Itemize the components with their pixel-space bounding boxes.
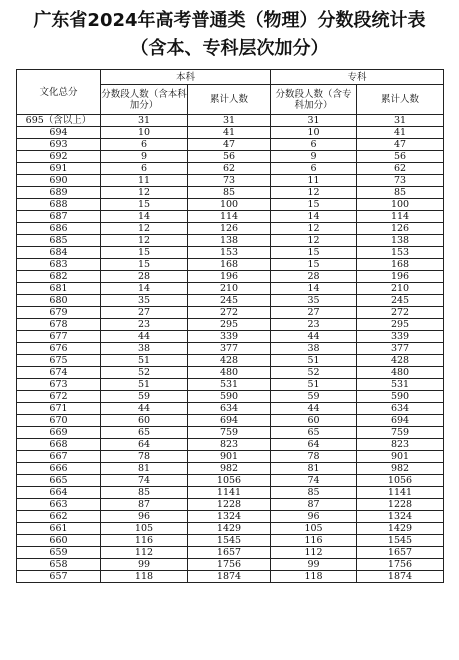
cell-score: 675 [17, 355, 101, 367]
cell-score: 671 [17, 403, 101, 415]
cell-undergrad-cumulative: 428 [188, 355, 271, 367]
table-row [17, 451, 444, 463]
cell-undergrad-count: 15 [101, 259, 188, 271]
cell-undergrad-cumulative: 1228 [188, 499, 271, 511]
cell-undergrad-count: 11 [101, 175, 188, 187]
cell-undergrad-cumulative: 138 [188, 235, 271, 247]
cell-undergrad-count: 14 [101, 211, 188, 223]
cell-jc-cumulative: 531 [357, 379, 444, 391]
table-row [17, 379, 444, 391]
cell-jc-cumulative: 590 [357, 391, 444, 403]
table-row [17, 463, 444, 475]
cell-score: 665 [17, 475, 101, 487]
cell-jc-cumulative: 1874 [357, 571, 444, 583]
cell-jc-cumulative: 823 [357, 439, 444, 451]
cell-jc-count: 112 [271, 547, 357, 559]
table-row [17, 223, 444, 235]
cell-jc-cumulative: 759 [357, 427, 444, 439]
table-row [17, 139, 444, 151]
cell-undergrad-cumulative: 901 [188, 451, 271, 463]
cell-undergrad-count: 59 [101, 391, 188, 403]
cell-jc-cumulative: 41 [357, 127, 444, 139]
cell-jc-cumulative: 1141 [357, 487, 444, 499]
cell-undergrad-cumulative: 1874 [188, 571, 271, 583]
cell-undergrad-count: 51 [101, 355, 188, 367]
table-row [17, 367, 444, 379]
cell-jc-cumulative: 62 [357, 163, 444, 175]
table-row [17, 271, 444, 283]
cell-jc-count: 64 [271, 439, 357, 451]
table-row [17, 211, 444, 223]
score-distribution-table [16, 69, 444, 583]
cell-jc-cumulative: 1545 [357, 535, 444, 547]
table-row [17, 415, 444, 427]
cell-score: 692 [17, 151, 101, 163]
cell-score: 666 [17, 463, 101, 475]
cell-jc-count: 105 [271, 523, 357, 535]
cell-undergrad-cumulative: 377 [188, 343, 271, 355]
cell-jc-count: 23 [271, 319, 357, 331]
cell-undergrad-cumulative: 480 [188, 367, 271, 379]
cell-undergrad-cumulative: 1545 [188, 535, 271, 547]
cell-score: 693 [17, 139, 101, 151]
cell-score: 659 [17, 547, 101, 559]
cell-jc-count: 12 [271, 235, 357, 247]
cell-jc-cumulative: 1657 [357, 547, 444, 559]
table-row [17, 319, 444, 331]
table-row [17, 307, 444, 319]
cell-undergrad-count: 112 [101, 547, 188, 559]
cell-jc-count: 51 [271, 379, 357, 391]
cell-score: 689 [17, 187, 101, 199]
cell-jc-count: 14 [271, 283, 357, 295]
cell-jc-cumulative: 126 [357, 223, 444, 235]
cell-undergrad-cumulative: 272 [188, 307, 271, 319]
table-row [17, 511, 444, 523]
cell-jc-count: 60 [271, 415, 357, 427]
cell-score: 673 [17, 379, 101, 391]
page-subtitle: （含本、专科层次加分） [130, 38, 329, 59]
table-row [17, 559, 444, 571]
cell-undergrad-cumulative: 114 [188, 211, 271, 223]
cell-score: 660 [17, 535, 101, 547]
cell-score: 663 [17, 499, 101, 511]
cell-undergrad-count: 14 [101, 283, 188, 295]
cell-jc-cumulative: 480 [357, 367, 444, 379]
cell-undergrad-count: 6 [101, 163, 188, 175]
cell-jc-count: 31 [271, 115, 357, 127]
cell-jc-cumulative: 100 [357, 199, 444, 211]
table-row [17, 571, 444, 583]
cell-undergrad-count: 99 [101, 559, 188, 571]
cell-jc-count: 15 [271, 259, 357, 271]
cell-jc-count: 81 [271, 463, 357, 475]
cell-jc-cumulative: 428 [357, 355, 444, 367]
cell-jc-cumulative: 73 [357, 175, 444, 187]
cell-undergrad-cumulative: 73 [188, 175, 271, 187]
cell-undergrad-cumulative: 823 [188, 439, 271, 451]
cell-jc-cumulative: 138 [357, 235, 444, 247]
header-total-score: 文化总分 [17, 70, 101, 115]
table-row [17, 127, 444, 139]
cell-undergrad-count: 38 [101, 343, 188, 355]
table-row [17, 403, 444, 415]
cell-jc-count: 15 [271, 247, 357, 259]
header-jc-segment-count: 分数段人数（含专科加分） [271, 85, 357, 115]
cell-undergrad-cumulative: 1324 [188, 511, 271, 523]
cell-score: 691 [17, 163, 101, 175]
cell-undergrad-cumulative: 1756 [188, 559, 271, 571]
cell-undergrad-cumulative: 590 [188, 391, 271, 403]
table-row [17, 115, 444, 127]
cell-undergrad-count: 78 [101, 451, 188, 463]
cell-jc-count: 11 [271, 175, 357, 187]
cell-score: 685 [17, 235, 101, 247]
cell-jc-count: 85 [271, 487, 357, 499]
cell-undergrad-count: 6 [101, 139, 188, 151]
table-row [17, 235, 444, 247]
cell-undergrad-count: 60 [101, 415, 188, 427]
table-row [17, 487, 444, 499]
table-header [17, 70, 444, 115]
table-row [17, 535, 444, 547]
cell-jc-count: 14 [271, 211, 357, 223]
cell-jc-count: 10 [271, 127, 357, 139]
cell-undergrad-cumulative: 1429 [188, 523, 271, 535]
cell-jc-cumulative: 377 [357, 343, 444, 355]
cell-undergrad-cumulative: 982 [188, 463, 271, 475]
cell-jc-count: 9 [271, 151, 357, 163]
table-row [17, 151, 444, 163]
cell-jc-count: 116 [271, 535, 357, 547]
cell-jc-cumulative: 196 [357, 271, 444, 283]
cell-jc-count: 28 [271, 271, 357, 283]
cell-undergrad-count: 116 [101, 535, 188, 547]
table-row [17, 259, 444, 271]
table-row [17, 475, 444, 487]
cell-jc-count: 87 [271, 499, 357, 511]
cell-jc-cumulative: 153 [357, 247, 444, 259]
cell-undergrad-count: 10 [101, 127, 188, 139]
cell-jc-count: 35 [271, 295, 357, 307]
cell-jc-cumulative: 1429 [357, 523, 444, 535]
cell-score: 672 [17, 391, 101, 403]
cell-undergrad-cumulative: 168 [188, 259, 271, 271]
cell-score: 658 [17, 559, 101, 571]
table-row [17, 199, 444, 211]
cell-undergrad-cumulative: 62 [188, 163, 271, 175]
table-row [17, 331, 444, 343]
table-row [17, 427, 444, 439]
cell-undergrad-count: 96 [101, 511, 188, 523]
cell-jc-count: 65 [271, 427, 357, 439]
cell-score: 695（含以上） [17, 115, 101, 127]
header-junior-college: 专科 [271, 70, 444, 85]
cell-undergrad-count: 51 [101, 379, 188, 391]
cell-jc-count: 96 [271, 511, 357, 523]
cell-score: 690 [17, 175, 101, 187]
cell-score: 684 [17, 247, 101, 259]
cell-undergrad-cumulative: 85 [188, 187, 271, 199]
cell-jc-count: 15 [271, 199, 357, 211]
table-row [17, 523, 444, 535]
cell-jc-count: 51 [271, 355, 357, 367]
cell-jc-cumulative: 1324 [357, 511, 444, 523]
cell-score: 667 [17, 451, 101, 463]
table-row [17, 439, 444, 451]
cell-jc-cumulative: 210 [357, 283, 444, 295]
cell-undergrad-count: 31 [101, 115, 188, 127]
cell-score: 670 [17, 415, 101, 427]
cell-score: 679 [17, 307, 101, 319]
cell-jc-count: 118 [271, 571, 357, 583]
table-row [17, 283, 444, 295]
cell-score: 683 [17, 259, 101, 271]
cell-undergrad-count: 35 [101, 295, 188, 307]
cell-jc-cumulative: 295 [357, 319, 444, 331]
cell-undergrad-cumulative: 295 [188, 319, 271, 331]
cell-undergrad-cumulative: 196 [188, 271, 271, 283]
cell-jc-count: 99 [271, 559, 357, 571]
cell-jc-cumulative: 272 [357, 307, 444, 319]
cell-jc-count: 12 [271, 187, 357, 199]
cell-undergrad-count: 12 [101, 187, 188, 199]
cell-jc-cumulative: 56 [357, 151, 444, 163]
cell-undergrad-count: 85 [101, 487, 188, 499]
cell-undergrad-count: 12 [101, 235, 188, 247]
cell-jc-cumulative: 47 [357, 139, 444, 151]
cell-undergrad-count: 15 [101, 247, 188, 259]
cell-jc-cumulative: 901 [357, 451, 444, 463]
cell-undergrad-count: 74 [101, 475, 188, 487]
cell-undergrad-cumulative: 1141 [188, 487, 271, 499]
cell-undergrad-cumulative: 759 [188, 427, 271, 439]
cell-undergrad-count: 44 [101, 403, 188, 415]
cell-score: 677 [17, 331, 101, 343]
header-jc-cumulative: 累计人数 [357, 85, 444, 115]
cell-jc-count: 78 [271, 451, 357, 463]
cell-jc-cumulative: 31 [357, 115, 444, 127]
cell-jc-cumulative: 634 [357, 403, 444, 415]
cell-undergrad-cumulative: 100 [188, 199, 271, 211]
cell-jc-count: 74 [271, 475, 357, 487]
cell-score: 680 [17, 295, 101, 307]
cell-score: 668 [17, 439, 101, 451]
cell-undergrad-cumulative: 41 [188, 127, 271, 139]
page-title: 广东省2024年高考普通类（物理）分数段统计表 [33, 10, 426, 31]
cell-score: 662 [17, 511, 101, 523]
table-row [17, 547, 444, 559]
cell-undergrad-count: 87 [101, 499, 188, 511]
header-undergrad: 本科 [101, 70, 271, 85]
cell-undergrad-cumulative: 1056 [188, 475, 271, 487]
cell-jc-cumulative: 1056 [357, 475, 444, 487]
cell-score: 674 [17, 367, 101, 379]
table-row [17, 499, 444, 511]
header-undergrad-cumulative: 累计人数 [188, 85, 271, 115]
cell-jc-count: 59 [271, 391, 357, 403]
cell-undergrad-count: 118 [101, 571, 188, 583]
table-row [17, 175, 444, 187]
cell-undergrad-count: 44 [101, 331, 188, 343]
cell-undergrad-count: 105 [101, 523, 188, 535]
cell-jc-count: 6 [271, 139, 357, 151]
cell-undergrad-cumulative: 47 [188, 139, 271, 151]
cell-undergrad-cumulative: 531 [188, 379, 271, 391]
cell-score: 682 [17, 271, 101, 283]
table-row [17, 343, 444, 355]
cell-score: 664 [17, 487, 101, 499]
cell-undergrad-cumulative: 245 [188, 295, 271, 307]
cell-undergrad-count: 65 [101, 427, 188, 439]
cell-undergrad-count: 23 [101, 319, 188, 331]
cell-jc-cumulative: 85 [357, 187, 444, 199]
cell-undergrad-cumulative: 634 [188, 403, 271, 415]
cell-jc-count: 12 [271, 223, 357, 235]
cell-jc-count: 6 [271, 163, 357, 175]
cell-undergrad-cumulative: 153 [188, 247, 271, 259]
cell-jc-cumulative: 694 [357, 415, 444, 427]
cell-score: 694 [17, 127, 101, 139]
cell-jc-count: 52 [271, 367, 357, 379]
cell-jc-cumulative: 114 [357, 211, 444, 223]
cell-undergrad-count: 12 [101, 223, 188, 235]
table-row [17, 391, 444, 403]
cell-score: 657 [17, 571, 101, 583]
cell-jc-cumulative: 982 [357, 463, 444, 475]
cell-undergrad-count: 28 [101, 271, 188, 283]
cell-score: 669 [17, 427, 101, 439]
cell-score: 688 [17, 199, 101, 211]
cell-undergrad-count: 15 [101, 199, 188, 211]
cell-undergrad-cumulative: 694 [188, 415, 271, 427]
cell-jc-cumulative: 1756 [357, 559, 444, 571]
cell-undergrad-count: 64 [101, 439, 188, 451]
cell-undergrad-cumulative: 31 [188, 115, 271, 127]
cell-jc-cumulative: 1228 [357, 499, 444, 511]
table-row [17, 355, 444, 367]
cell-undergrad-cumulative: 339 [188, 331, 271, 343]
cell-jc-count: 44 [271, 403, 357, 415]
cell-undergrad-count: 52 [101, 367, 188, 379]
table-row [17, 295, 444, 307]
table-body [17, 115, 444, 583]
cell-score: 687 [17, 211, 101, 223]
table-row [17, 163, 444, 175]
cell-undergrad-cumulative: 126 [188, 223, 271, 235]
cell-jc-cumulative: 339 [357, 331, 444, 343]
cell-jc-count: 38 [271, 343, 357, 355]
cell-score: 686 [17, 223, 101, 235]
cell-jc-count: 27 [271, 307, 357, 319]
table-row [17, 247, 444, 259]
cell-undergrad-cumulative: 210 [188, 283, 271, 295]
cell-jc-cumulative: 168 [357, 259, 444, 271]
cell-undergrad-count: 9 [101, 151, 188, 163]
table-row [17, 187, 444, 199]
cell-undergrad-count: 27 [101, 307, 188, 319]
cell-undergrad-cumulative: 56 [188, 151, 271, 163]
cell-score: 661 [17, 523, 101, 535]
cell-jc-cumulative: 245 [357, 295, 444, 307]
header-undergrad-segment-count: 分数段人数（含本科加分） [101, 85, 188, 115]
cell-score: 678 [17, 319, 101, 331]
cell-undergrad-cumulative: 1657 [188, 547, 271, 559]
cell-jc-count: 44 [271, 331, 357, 343]
cell-score: 681 [17, 283, 101, 295]
cell-score: 676 [17, 343, 101, 355]
cell-undergrad-count: 81 [101, 463, 188, 475]
